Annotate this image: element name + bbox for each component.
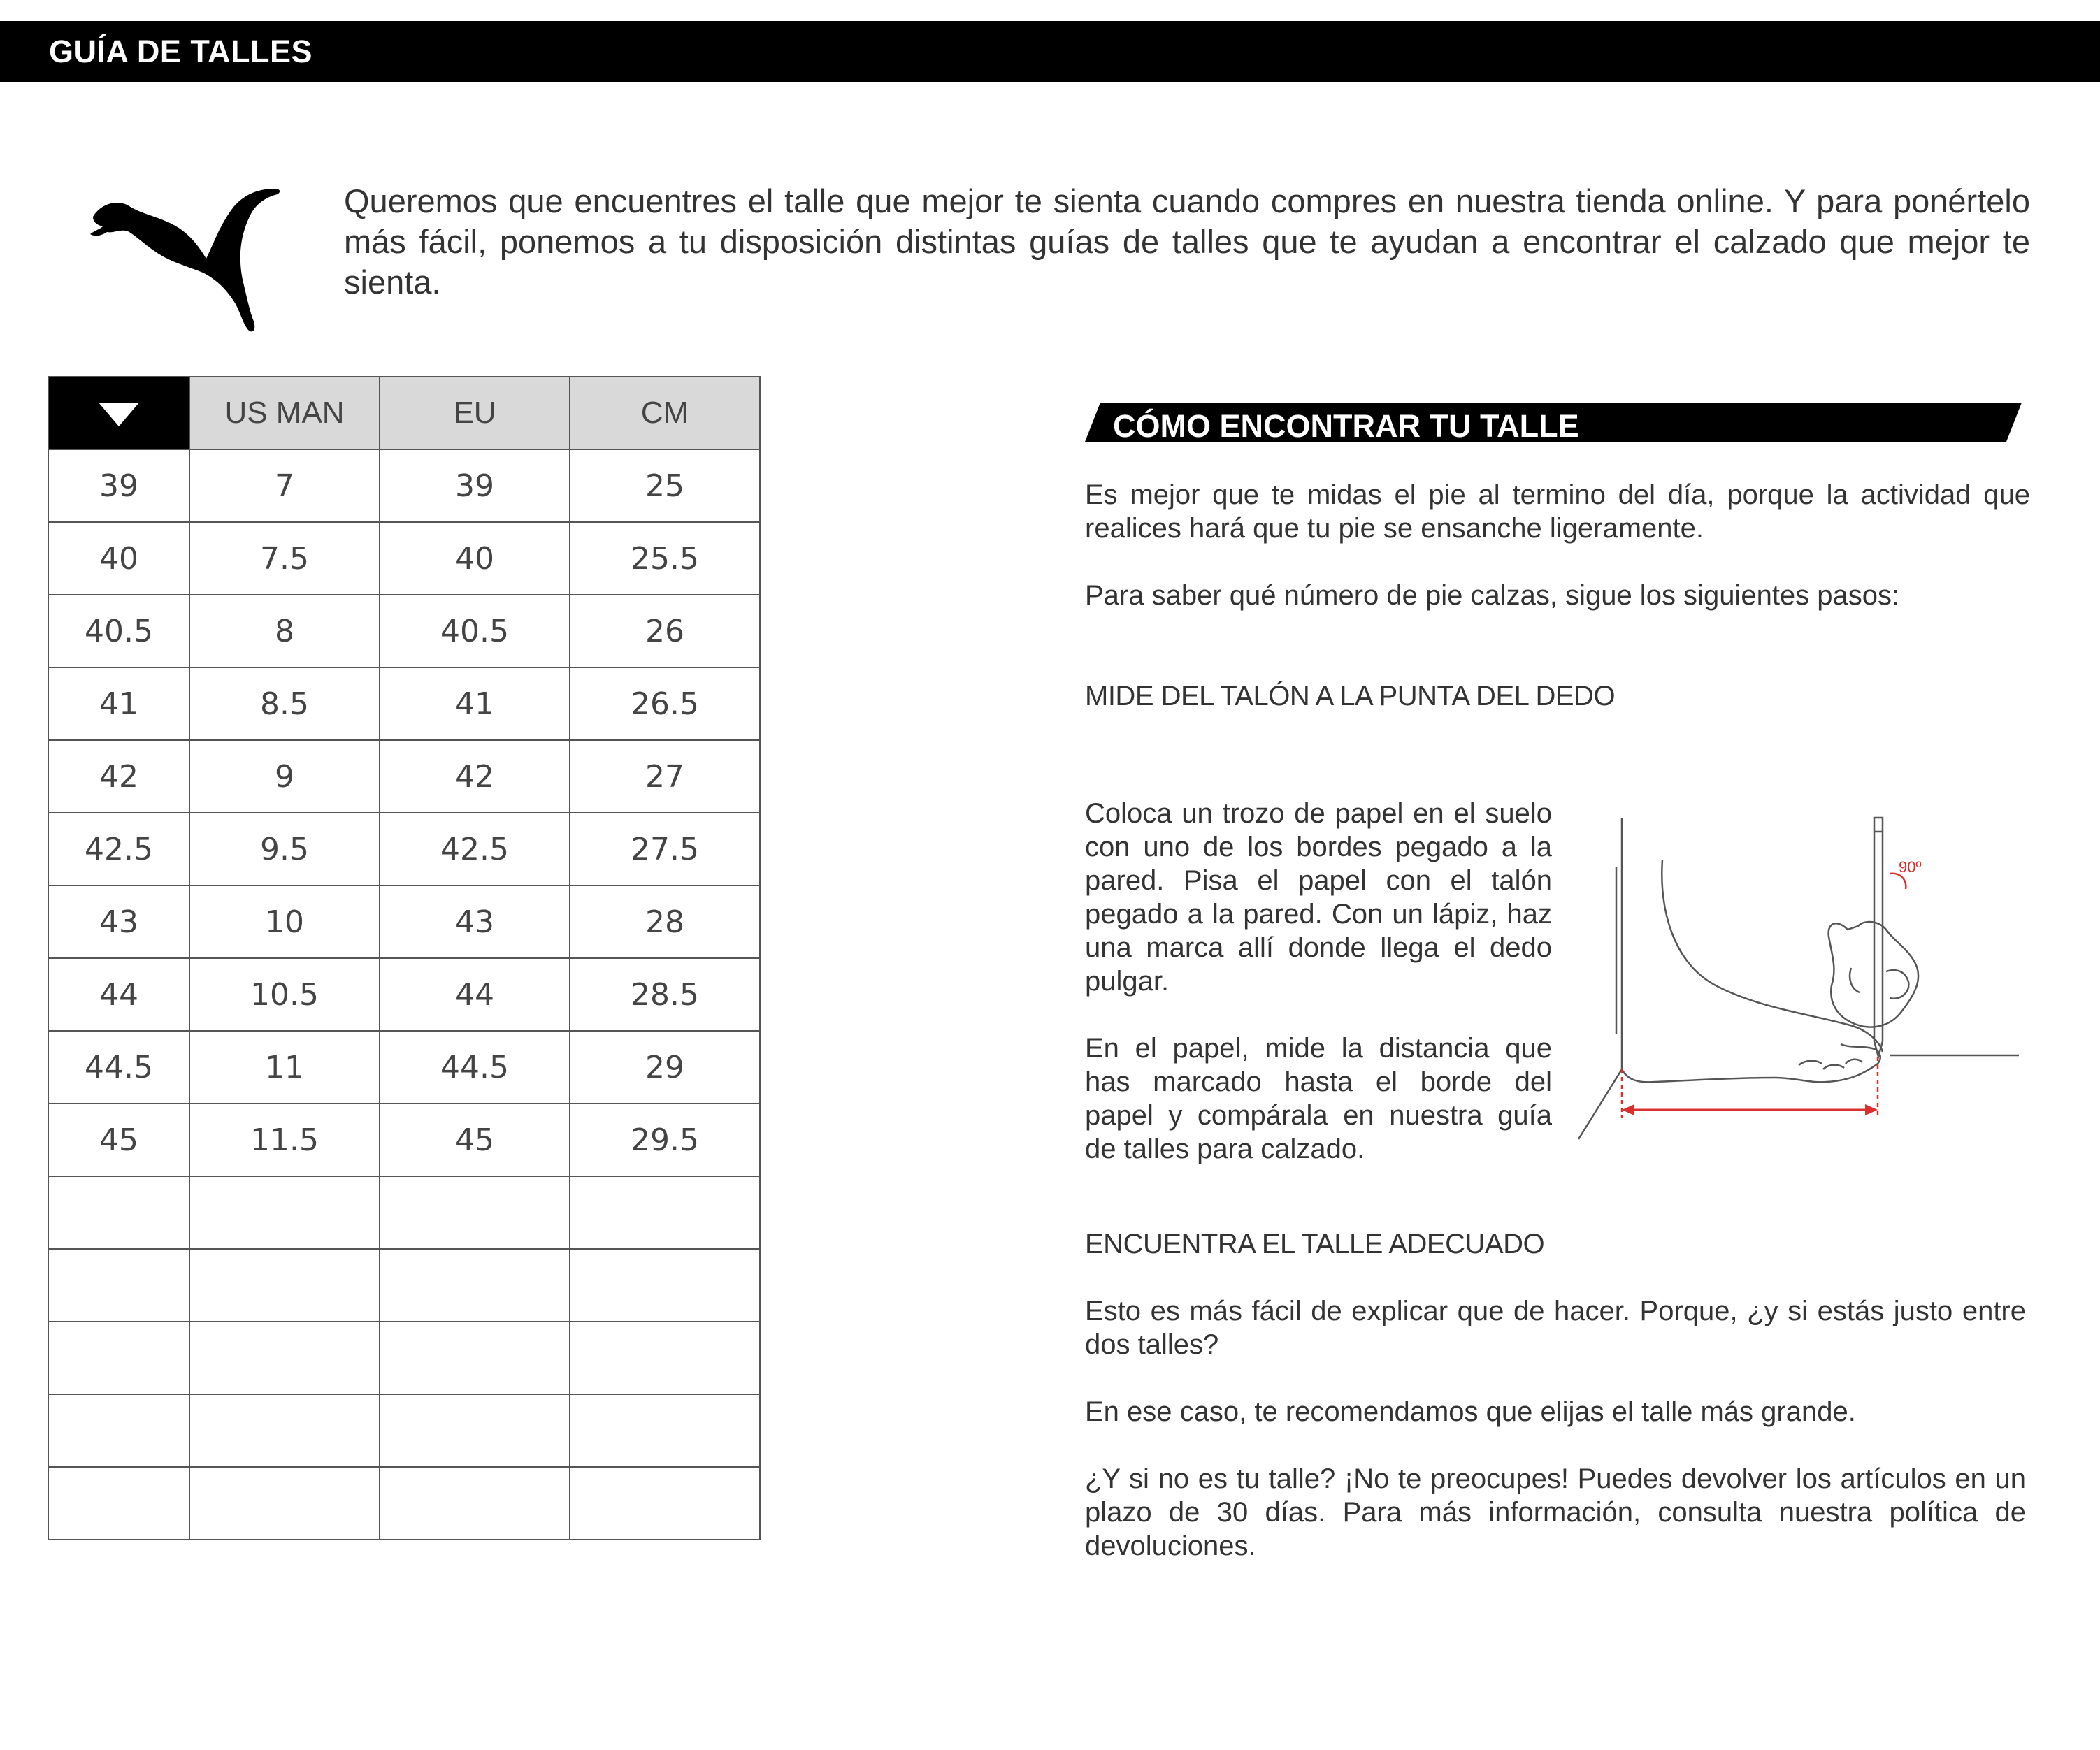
table-cell: 25.5 [570,522,760,595]
table-cell: 44 [48,958,189,1031]
table-cell: 39 [48,449,189,522]
table-cell [380,1467,570,1540]
angle-label: 90º [1899,858,1922,876]
table-cell: 25 [570,449,760,522]
size-table [48,376,761,1540]
table-cell [189,1176,380,1249]
column-header: CM [570,377,760,449]
table-cell [48,1467,189,1540]
intro-text: Queremos que encuentres el talle que mejor te sienta cuando compres en nuestra tienda online. Y para ponértelo más fácil, ponemos a tu disposición distintas guías de talles que te ayudan a encontrar el calzado que mejor te sienta. [344,182,2030,301]
table-cell: 40 [380,522,570,595]
table-cell [48,1322,189,1394]
table-cell: 44 [380,958,570,1031]
table-cell: 44.5 [48,1031,189,1104]
table-row [48,522,760,595]
table-cell [48,1249,189,1322]
step-heading: ENCUENTRA EL TALLE ADECUADO [1085,1229,1545,1259]
table-cell: 40.5 [380,595,570,667]
table-row [48,1322,760,1394]
puma-logo [87,175,297,335]
table-cell [189,1249,380,1322]
table-cell [570,1176,760,1249]
table-cell: 41 [380,667,570,740]
table-cell: 27 [570,740,760,813]
table-cell: 10 [189,885,380,958]
page-title: GUÍA DE TALLES [49,34,312,69]
table-row [48,813,760,885]
table-cell: 43 [380,885,570,958]
guide-paragraph: Para saber qué número de pie calzas, sigue los siguientes pasos: [1085,580,1900,611]
table-cell: 39 [380,449,570,522]
step-paragraph: Coloca un trozo de papel en el suelo con uno de los bordes pegado a la pared. Pisa el papel con el talón pegado a la pared. Con un lápiz, haz una marca allí donde llega el dedo pulgar. [1085,798,1552,997]
table-row [48,1031,760,1104]
table-row [48,958,760,1031]
table-cell: 28 [570,885,760,958]
table-row [48,740,760,813]
table-header-row [48,377,760,449]
triangle-down-icon[interactable] [99,403,139,426]
table-cell: 28.5 [570,958,760,1031]
table-cell: 45 [48,1104,189,1176]
guide-paragraph: Es mejor que te midas el pie al termino del día, porque la actividad que realices hará que tu pie se ensanche ligeramente. [1085,479,2030,544]
section-title: CÓMO ENCONTRAR TU TALLE [1113,408,1579,444]
table-cell: 40 [48,522,189,595]
header-bar [0,21,2100,82]
table-cell: 11 [189,1031,380,1104]
step-paragraph: Esto es más fácil de explicar que de hacer. Porque, ¿y si estás justo entre dos talles? [1085,1296,2026,1360]
table-cell [570,1394,760,1467]
table-row [48,667,760,740]
step-paragraph: ¿Y si no es tu talle? ¡No te preocupes! Puedes devolver los artículos en un plazo de 30 días. Para más información, consulta nuestra política de devoluciones. [1085,1463,2026,1561]
table-cell: 26 [570,595,760,667]
table-cell [380,1322,570,1394]
table-cell: 8 [189,595,380,667]
table-cell: 40.5 [48,595,189,667]
table-cell [570,1467,760,1540]
table-row [48,1176,760,1249]
table-cell: 42 [380,740,570,813]
table-cell [570,1322,760,1394]
foot-measure-illustration [1572,804,2033,1146]
table-row [48,595,760,667]
table-cell: 41 [48,667,189,740]
table-cell: 29 [570,1031,760,1104]
table-cell: 42.5 [380,813,570,885]
table-cell [380,1176,570,1249]
table-cell: 45 [380,1104,570,1176]
table-row [48,1104,760,1176]
table-cell: 42 [48,740,189,813]
table-cell: 43 [48,885,189,958]
sort-header[interactable] [48,377,189,449]
table-cell: 29.5 [570,1104,760,1176]
table-cell: 42.5 [48,813,189,885]
table-cell: 9 [189,740,380,813]
table-row [48,1467,760,1540]
table-cell [189,1467,380,1540]
table-row [48,449,760,522]
step-heading: MIDE DEL TALÓN A LA PUNTA DEL DEDO [1085,681,1616,711]
table-cell [48,1176,189,1249]
table-cell: 7.5 [189,522,380,595]
table-cell [380,1394,570,1467]
column-header: EU [380,377,570,449]
table-row [48,885,760,958]
table-cell: 8.5 [189,667,380,740]
table-row [48,1249,760,1322]
table-cell [189,1394,380,1467]
table-cell: 11.5 [189,1104,380,1176]
table-cell: 7 [189,449,380,522]
table-cell: 10.5 [189,958,380,1031]
table-cell [48,1394,189,1467]
table-cell [189,1322,380,1394]
table-cell: 26.5 [570,667,760,740]
table-cell [380,1249,570,1322]
table-row [48,1394,760,1467]
column-header: US MAN [189,377,380,449]
table-cell: 9.5 [189,813,380,885]
step-paragraph: En ese caso, te recomendamos que elijas el talle más grande. [1085,1396,1856,1427]
table-cell [570,1249,760,1322]
step-paragraph: En el papel, mide la distancia que has marcado hasta el borde del papel y compárala en nuestra guía de talles para calzado. [1085,1033,1552,1164]
section-banner [1085,403,2022,442]
table-cell: 27.5 [570,813,760,885]
table-cell: 44.5 [380,1031,570,1104]
